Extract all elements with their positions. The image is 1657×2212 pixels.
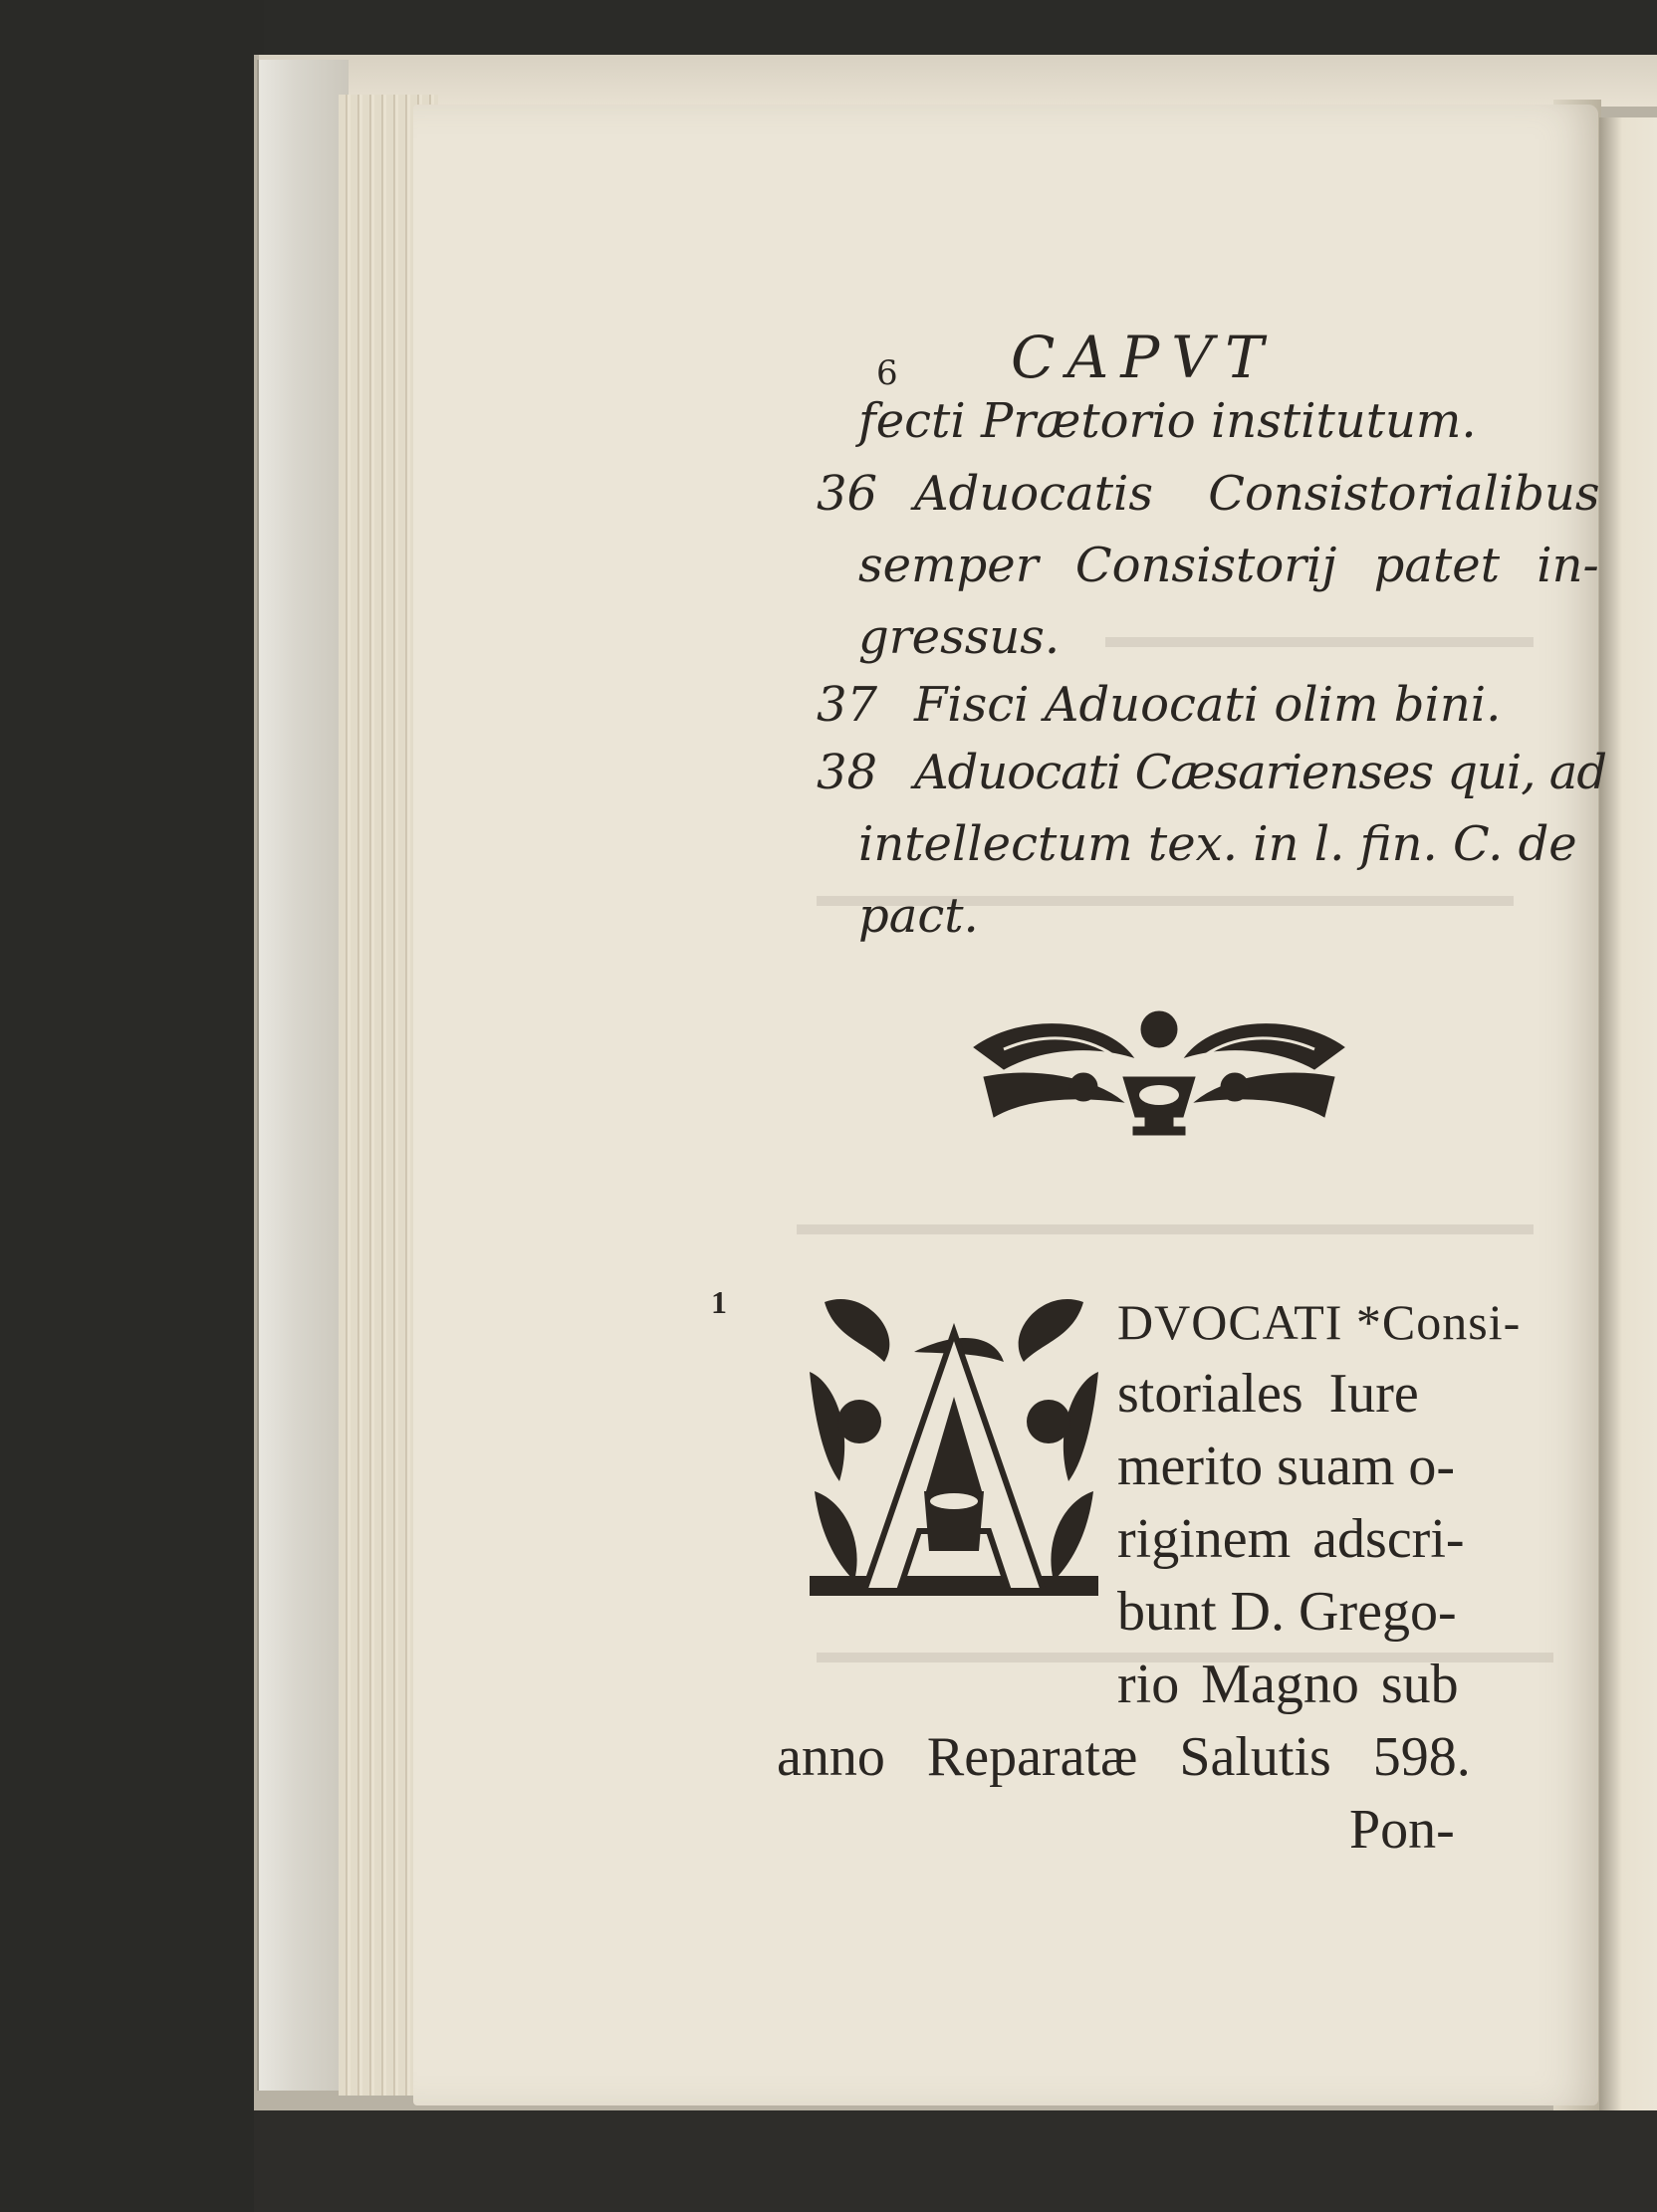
summary-line: Aduocatis Consistorialibus [914,466,1600,522]
summary-line: intellectum tex. in l. fin. C. de [858,816,1577,872]
body-line [1117,1289,1521,1353]
summary-line: pact. [858,888,979,944]
body-line: storiales Iure [1117,1363,1419,1425]
catchword: Pon- [1349,1799,1455,1861]
background-bottom [254,2110,1657,2212]
bleed-through-mark [797,1224,1534,1234]
bleed-through-mark [1105,637,1534,647]
summary-line: Aduocati Cæsarienses qui, ad [914,745,1607,800]
page-number: 6 [876,353,898,393]
summary-number: 36 [817,466,878,522]
summary-number: 38 [817,745,878,800]
floral-vase-headpiece-icon [964,1007,1354,1139]
book-cover-edge [257,60,349,2091]
page-top-edge [259,55,1657,107]
body-line: anno Reparatæ Salutis 598. [777,1726,1471,1788]
background-surface [0,0,264,2212]
body-line-text: DVOCATI *Consi- [1117,1294,1522,1350]
summary-number: 37 [817,677,878,733]
summary-line: gressus. [858,609,1061,665]
body-line: merito suam o- [1117,1436,1456,1497]
body-line: bunt D. Grego- [1117,1581,1457,1643]
running-head: CAPVT [1011,324,1276,391]
body-line: rio Magno sub [1117,1654,1459,1715]
decorated-initial-A-icon [805,1292,1103,1605]
section-number: 1 [711,1284,727,1320]
summary-line: fecti Prætorio institutum. [858,393,1477,449]
facing-page-edge [1599,117,1657,2128]
summary-line: Fisci Aduocati olim bini. [914,677,1502,733]
body-line: riginem adscri- [1117,1508,1465,1570]
summary-line: semper Consistorij patet in- [858,538,1599,593]
